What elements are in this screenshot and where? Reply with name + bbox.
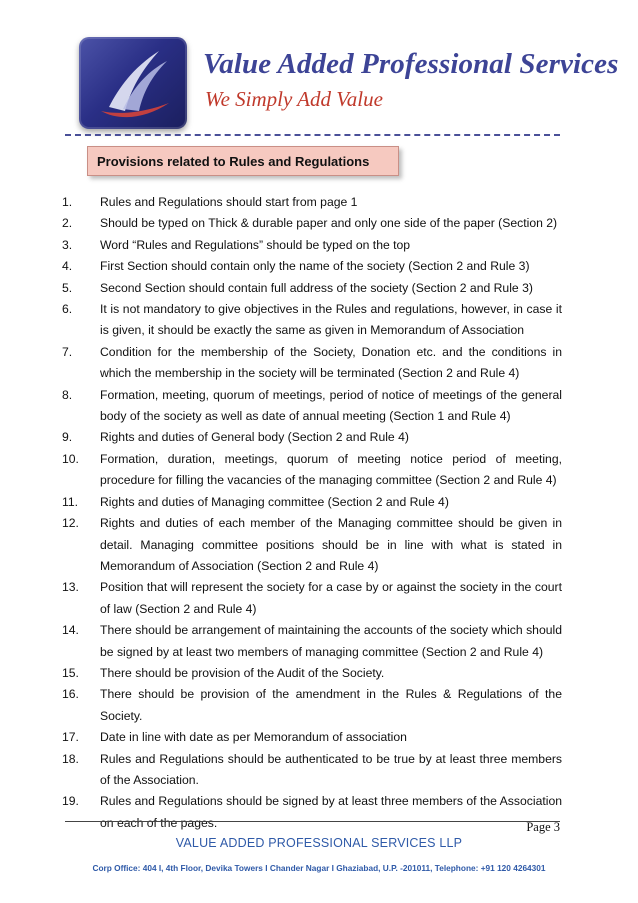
list-item-text: Condition for the membership of the Society, Donation etc. and the conditions in which the membership in the society will be terminated (Section 2 and Rule 4) xyxy=(100,344,562,381)
list-item xyxy=(62,620,562,663)
list-item-number: 3. xyxy=(62,237,73,252)
list-item xyxy=(62,449,562,492)
list-item-text: Rules and Regulations should be signed by at least three members of the Association on each of the pages. xyxy=(100,794,562,830)
company-logo xyxy=(79,37,187,129)
list-item-text: Second Section should contain full address of the society (Section 2 and Rule 3) xyxy=(100,280,533,295)
list-item-number: 7. xyxy=(62,344,73,359)
list-item-text: Formation, meeting, quorum of meetings, period of notice of meetings of the general body of the society as well as date of annual meeting (Section 1 and Rule 4) xyxy=(100,387,562,424)
list-item xyxy=(62,192,562,213)
list-item-number: 8. xyxy=(62,387,73,402)
section-heading-box xyxy=(87,146,399,176)
list-item-number: 15. xyxy=(62,665,79,680)
list-item-text: Date in line with date as per Memorandum of association xyxy=(100,730,407,745)
list-item xyxy=(62,256,562,277)
list-item xyxy=(62,791,562,834)
list-item xyxy=(62,385,562,428)
list-item-number: 14. xyxy=(62,623,79,638)
list-item-text: Rights and duties of General body (Section 2 and Rule 4) xyxy=(100,430,409,445)
list-item-number: 1. xyxy=(62,195,73,209)
section-heading: Provisions related to Rules and Regulations xyxy=(97,154,370,169)
list-item xyxy=(62,749,562,792)
logo-swoosh-icon xyxy=(79,37,187,129)
list-item-text: First Section should contain only the name of the society (Section 2 and Rule 3) xyxy=(100,259,530,274)
list-item xyxy=(62,684,562,727)
list-item-number: 11. xyxy=(62,494,79,509)
list-item xyxy=(62,427,562,448)
list-item-text: Rights and duties of each member of the Managing committee should be given in detail. Managing committee positions should be in line with what is stated in Memorandum of Association (Section 2 and Rule 4) xyxy=(100,516,562,573)
list-item-text: There should be provision of the amendment in the Rules & Regulations of the Society. xyxy=(100,687,562,723)
list-item-text: It is not mandatory to give objectives in the Rules and regulations, however, in case it is given, it should be exactly the same as given in Memorandum of Association xyxy=(100,302,562,338)
list-item-number: 6. xyxy=(62,302,73,317)
list-item-text: Rights and duties of Managing committee (Section 2 and Rule 4) xyxy=(100,494,449,509)
brand-tagline: We Simply Add Value xyxy=(205,87,383,111)
list-item-text: There should be provision of the Audit of the Society. xyxy=(100,665,385,680)
list-item-number: 5. xyxy=(62,280,73,295)
list-item-text: There should be arrangement of maintaining the accounts of the society which should be signed by at least two members of managing committee (Section 2 and Rule 4) xyxy=(100,623,562,659)
list-item xyxy=(62,235,562,256)
list-item-text: Rules and Regulations should start from page 1 xyxy=(100,195,358,209)
list-item-text: Formation, duration, meetings, quorum of meeting notice period of meeting, procedure for filling the vacancies of the managing committee (Section 2 and Rule 4) xyxy=(100,451,562,488)
list-item xyxy=(62,727,562,748)
list-item-number: 12. xyxy=(62,516,79,531)
footer-divider xyxy=(65,821,560,822)
footer-address: Corp Office: 404 I, 4th Floor, Devika Towers I Chander Nagar I Ghaziabad, U.P. -201011, Telephone: +91 120 4264301 xyxy=(92,863,546,873)
list-item xyxy=(62,663,562,684)
list-item-number: 13. xyxy=(62,580,79,595)
rules-list xyxy=(62,192,562,834)
list-item xyxy=(62,342,562,385)
list-item xyxy=(62,492,562,513)
header-divider xyxy=(65,134,560,136)
list-item-text: Should be typed on Thick & durable paper and only one side of the paper (Section 2) xyxy=(100,216,558,231)
footer-company-name: VALUE ADDED PROFESSIONAL SERVICES LLP xyxy=(175,836,463,850)
list-item-number: 2. xyxy=(62,216,73,231)
list-item-text: Position that will represent the society for a case by or against the society in the court of law (Section 2 and Rule 4) xyxy=(100,580,562,616)
list-item-number: 18. xyxy=(62,751,79,766)
list-item xyxy=(62,299,562,342)
list-item-number: 19. xyxy=(62,794,79,809)
list-item xyxy=(62,577,562,620)
page-number: Page 3 xyxy=(526,820,560,834)
list-item-number: 9. xyxy=(62,430,73,445)
list-item-number: 10. xyxy=(62,451,79,466)
brand-title: Value Added Professional Services xyxy=(203,48,619,80)
list-item xyxy=(62,278,562,299)
list-item-number: 17. xyxy=(62,730,79,745)
list-item-text: Word “Rules and Regulations” should be typed on the top xyxy=(100,237,411,252)
list-item xyxy=(62,213,562,234)
list-item-text: Rules and Regulations should be authenticated to be true by at least three members of the Association. xyxy=(100,751,562,787)
list-item-number: 16. xyxy=(62,687,79,702)
list-item-number: 4. xyxy=(62,259,73,274)
list-item xyxy=(62,513,562,577)
